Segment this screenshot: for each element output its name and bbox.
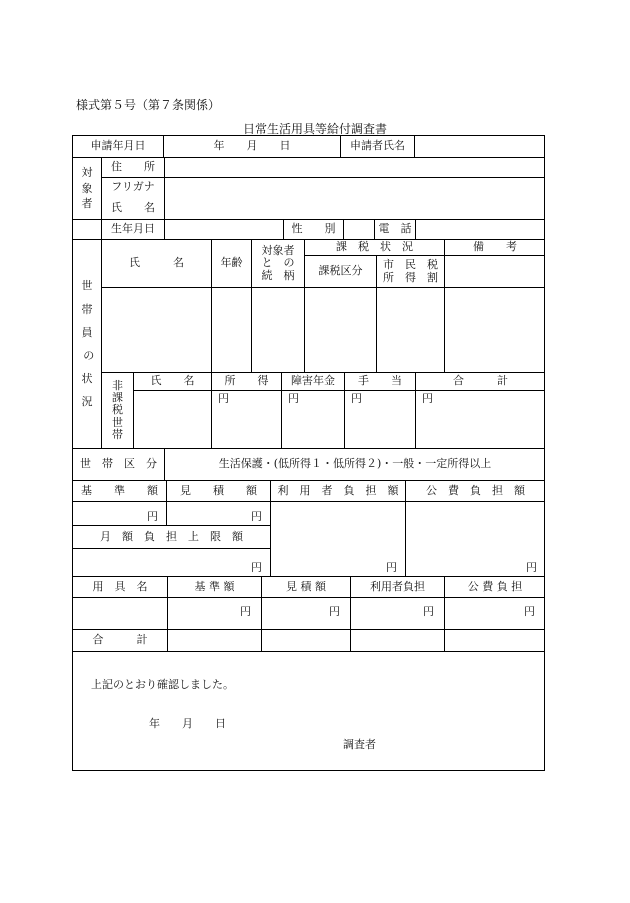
yen-unit: 円: [524, 605, 535, 619]
remarks-field[interactable]: [444, 287, 545, 372]
application-date-label: 申請年月日: [72, 135, 163, 157]
equipment-name-header: 用 具 名: [72, 576, 167, 597]
birthdate-spacer: [72, 219, 101, 239]
nontax-name-header: 氏 名: [133, 372, 211, 390]
subject-name-field[interactable]: [164, 177, 545, 219]
standard-amount-label: 基 準 額: [72, 480, 166, 501]
nontax-income-header: 所 得: [211, 372, 281, 390]
yen-unit: 円: [386, 561, 397, 575]
household-relation-header: 対象者 と の 続 柄: [251, 239, 304, 287]
applicant-name-label: 申請者氏名: [340, 135, 414, 157]
household-name-header: 氏 名: [101, 239, 211, 287]
municipal-tax-field[interactable]: [376, 287, 444, 372]
application-date-field[interactable]: 年 月 日: [163, 135, 340, 157]
equipment-user-burden-header: 利用者負担: [350, 576, 444, 597]
household-age-field[interactable]: [211, 287, 251, 372]
monthly-cap-field[interactable]: [72, 548, 270, 576]
estimate-amount-field[interactable]: [166, 501, 270, 525]
equipment-total-estimate[interactable]: [261, 629, 350, 651]
sex-field[interactable]: [343, 219, 374, 239]
yen-unit: 円: [251, 510, 262, 524]
address-field[interactable]: [164, 157, 545, 177]
household-age-header: 年齢: [211, 239, 251, 287]
equipment-total-public-burden[interactable]: [444, 629, 545, 651]
equipment-total-standard[interactable]: [167, 629, 261, 651]
public-burden-label: 公 費 負 担 額: [405, 480, 545, 501]
yen-unit: 円: [251, 561, 262, 575]
confirmation-date[interactable]: 年 月 日: [149, 717, 226, 730]
equipment-total-user-burden[interactable]: [350, 629, 444, 651]
equipment-name-field[interactable]: [72, 597, 167, 629]
birthdate-field[interactable]: [164, 219, 283, 239]
municipal-tax-header: 市 民 税 所 得 割: [376, 255, 444, 287]
household-name-field[interactable]: [101, 287, 211, 372]
confirmation-text: 上記のとおり確認しました。: [91, 678, 234, 691]
yen-unit: 円: [423, 605, 434, 619]
yen-unit: 円: [218, 392, 229, 405]
user-burden-label: 利 用 者 負 担 額: [270, 480, 405, 501]
investigation-form-table: [72, 135, 545, 771]
investigator-label: 調査者: [343, 738, 376, 751]
remarks-header: 備 考: [444, 239, 545, 255]
nontax-allowance-header: 手 当: [344, 372, 415, 390]
yen-unit: 円: [422, 392, 433, 405]
yen-unit: 円: [351, 392, 362, 405]
equipment-estimate-field[interactable]: [261, 597, 350, 629]
sex-label: 性 別: [283, 219, 343, 239]
household-classification-options[interactable]: 生活保護・(低所得１・低所得２)・一般・一定所得以上: [164, 448, 545, 480]
yen-unit: 円: [240, 605, 251, 619]
remarks-subheader: [444, 255, 545, 287]
household-relation-field[interactable]: [251, 287, 304, 372]
subject-group-label: 対 象 者: [72, 157, 101, 219]
phone-field[interactable]: [415, 219, 545, 239]
address-label: 住 所: [101, 157, 164, 177]
subject-name-label: 氏 名: [101, 197, 164, 219]
tax-category-field[interactable]: [304, 287, 376, 372]
nontax-name-field[interactable]: [133, 390, 211, 448]
yen-unit: 円: [526, 561, 537, 575]
standard-amount-field[interactable]: [72, 501, 166, 525]
equipment-total-label: 合 計: [72, 629, 167, 651]
confirmation-area: [72, 651, 545, 771]
yen-unit: 円: [329, 605, 340, 619]
user-burden-field[interactable]: [270, 501, 405, 576]
equipment-standard-field[interactable]: [167, 597, 261, 629]
estimate-amount-label: 見 積 額: [166, 480, 270, 501]
form-number: 様式第５号（第７条関係）: [76, 98, 221, 112]
nontax-household-label: 非 課 税 世 帯: [101, 372, 133, 448]
phone-label: 電 話: [374, 219, 415, 239]
nontax-allowance-field[interactable]: [344, 390, 415, 448]
birthdate-label: 生年月日: [101, 219, 164, 239]
nontax-pension-field[interactable]: [281, 390, 344, 448]
form-title: 日常生活用具等給付調査書: [242, 122, 387, 136]
public-burden-field[interactable]: [405, 501, 545, 576]
household-group-label: 世 帯 員 の 状 況: [72, 239, 101, 448]
yen-unit: 円: [288, 392, 299, 405]
yen-unit: 円: [147, 510, 158, 524]
nontax-total-field[interactable]: [415, 390, 545, 448]
tax-category-header: 課税区分: [304, 255, 376, 287]
tax-status-header: 課 税 状 況: [304, 239, 444, 255]
household-classification-label: 世 帯 区 分: [72, 448, 164, 480]
equipment-public-burden-field[interactable]: [444, 597, 545, 629]
equipment-estimate-header: 見 積 額: [261, 576, 350, 597]
equipment-user-burden-field[interactable]: [350, 597, 444, 629]
nontax-income-field[interactable]: [211, 390, 281, 448]
equipment-public-burden-header: 公 費 負 担: [444, 576, 545, 597]
monthly-cap-label: 月 額 負 担 上 限 額: [72, 525, 270, 548]
nontax-total-header: 合 計: [415, 372, 545, 390]
furigana-label: フリガナ: [101, 177, 164, 197]
applicant-name-field[interactable]: [414, 135, 545, 157]
nontax-pension-header: 障害年金: [281, 372, 344, 390]
equipment-standard-header: 基 準 額: [167, 576, 261, 597]
